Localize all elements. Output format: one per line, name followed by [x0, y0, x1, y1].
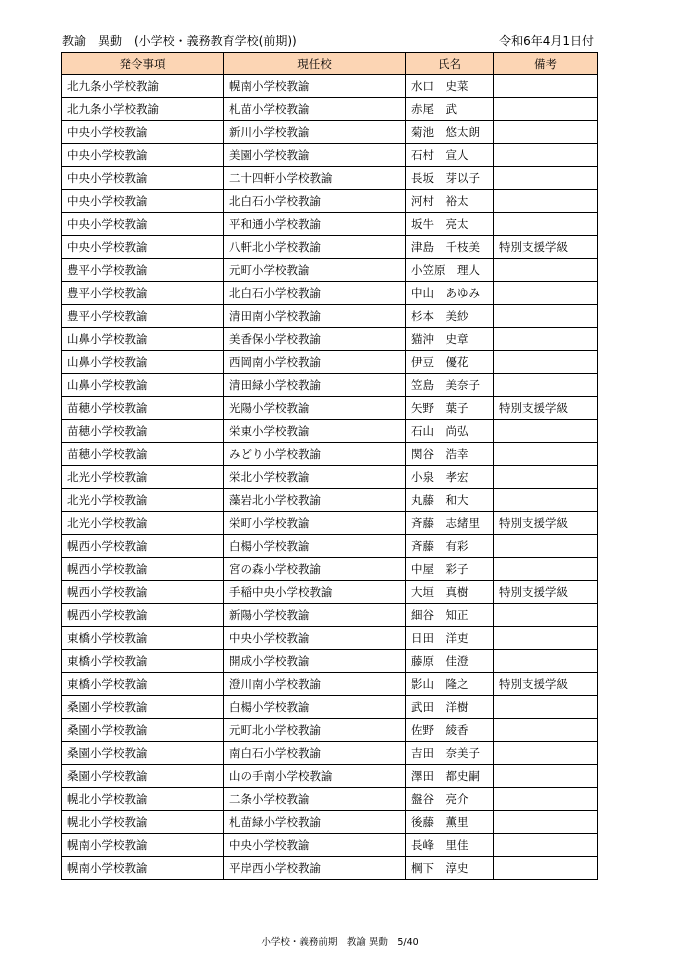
cell-current-school: 二条小学校教諭 [224, 788, 406, 811]
column-header-name: 氏名 [406, 53, 494, 75]
cell-current-school: 平和通小学校教諭 [224, 213, 406, 236]
cell-remarks [494, 328, 598, 351]
cell-remarks [494, 489, 598, 512]
table-row [62, 857, 598, 880]
cell-remarks [494, 98, 598, 121]
cell-name: 笠島 美奈子 [406, 374, 494, 397]
cell-name: 関谷 浩幸 [406, 443, 494, 466]
table-row [62, 351, 598, 374]
table-header-row [62, 53, 598, 75]
cell-appointment: 桑園小学校教諭 [62, 742, 224, 765]
cell-name: 武田 洋樹 [406, 696, 494, 719]
cell-current-school: 中央小学校教諭 [224, 627, 406, 650]
cell-remarks [494, 374, 598, 397]
cell-name: 石村 宣人 [406, 144, 494, 167]
cell-appointment: 豊平小学校教諭 [62, 305, 224, 328]
cell-current-school: 美香保小学校教諭 [224, 328, 406, 351]
cell-name: 吉田 奈美子 [406, 742, 494, 765]
cell-remarks [494, 650, 598, 673]
cell-current-school: 澄川南小学校教諭 [224, 673, 406, 696]
cell-appointment: 山鼻小学校教諭 [62, 328, 224, 351]
cell-current-school: 札苗緑小学校教諭 [224, 811, 406, 834]
page-footer: 小学校・義務前期 教諭 異動 5/40 [261, 937, 419, 948]
cell-remarks [494, 811, 598, 834]
cell-remarks [494, 75, 598, 98]
cell-appointment: 山鼻小学校教諭 [62, 351, 224, 374]
cell-current-school: 二十四軒小学校教諭 [224, 167, 406, 190]
cell-remarks: 特別支援学級 [494, 581, 598, 604]
cell-remarks [494, 282, 598, 305]
cell-current-school: 宮の森小学校教諭 [224, 558, 406, 581]
cell-name: 矢野 葉子 [406, 397, 494, 420]
cell-remarks [494, 420, 598, 443]
table-row [62, 604, 598, 627]
cell-name: 猫沖 史章 [406, 328, 494, 351]
cell-appointment: 桑園小学校教諭 [62, 696, 224, 719]
cell-remarks [494, 535, 598, 558]
cell-appointment: 北光小学校教諭 [62, 489, 224, 512]
table-row [62, 811, 598, 834]
cell-current-school: 山の手南小学校教諭 [224, 765, 406, 788]
cell-name: 石山 尚弘 [406, 420, 494, 443]
cell-remarks [494, 305, 598, 328]
cell-remarks [494, 190, 598, 213]
table-row [62, 581, 598, 604]
cell-appointment: 中央小学校教諭 [62, 236, 224, 259]
cell-name: 佐野 綾香 [406, 719, 494, 742]
cell-remarks [494, 765, 598, 788]
table-row [62, 742, 598, 765]
cell-current-school: 札苗小学校教諭 [224, 98, 406, 121]
cell-remarks [494, 167, 598, 190]
cell-appointment: 苗穂小学校教諭 [62, 443, 224, 466]
table-row [62, 213, 598, 236]
cell-name: 丸藤 和大 [406, 489, 494, 512]
cell-appointment: 幌西小学校教諭 [62, 558, 224, 581]
column-header-current-school: 現任校 [224, 53, 406, 75]
table-row [62, 627, 598, 650]
table-row [62, 328, 598, 351]
cell-name: 盤谷 亮介 [406, 788, 494, 811]
cell-remarks [494, 719, 598, 742]
cell-current-school: 栄北小学校教諭 [224, 466, 406, 489]
table-row [62, 489, 598, 512]
cell-name: 伊豆 優花 [406, 351, 494, 374]
table-row [62, 167, 598, 190]
cell-current-school: 幌南小学校教諭 [224, 75, 406, 98]
cell-remarks [494, 558, 598, 581]
cell-appointment: 豊平小学校教諭 [62, 259, 224, 282]
cell-remarks [494, 144, 598, 167]
cell-name: 長峰 里佳 [406, 834, 494, 857]
table-row [62, 834, 598, 857]
table-row [62, 282, 598, 305]
table-row [62, 673, 598, 696]
cell-appointment: 北光小学校教諭 [62, 512, 224, 535]
cell-current-school: 栄東小学校教諭 [224, 420, 406, 443]
cell-name: 中屋 彩子 [406, 558, 494, 581]
table-row [62, 788, 598, 811]
cell-name: 長坂 芽以子 [406, 167, 494, 190]
cell-current-school: 元町北小学校教諭 [224, 719, 406, 742]
cell-appointment: 東橋小学校教諭 [62, 627, 224, 650]
cell-remarks [494, 627, 598, 650]
cell-current-school: 平岸西小学校教諭 [224, 857, 406, 880]
transfer-table [61, 52, 598, 880]
table-row [62, 144, 598, 167]
table-row [62, 765, 598, 788]
cell-appointment: 中央小学校教諭 [62, 121, 224, 144]
cell-name: 河村 裕太 [406, 190, 494, 213]
cell-appointment: 北九条小学校教諭 [62, 75, 224, 98]
cell-appointment: 幌西小学校教諭 [62, 581, 224, 604]
table-row [62, 719, 598, 742]
cell-current-school: 栄町小学校教諭 [224, 512, 406, 535]
cell-appointment: 幌北小学校教諭 [62, 811, 224, 834]
cell-current-school: 北白石小学校教諭 [224, 282, 406, 305]
cell-current-school: みどり小学校教諭 [224, 443, 406, 466]
cell-current-school: 美園小学校教諭 [224, 144, 406, 167]
cell-appointment: 幌南小学校教諭 [62, 857, 224, 880]
cell-appointment: 苗穂小学校教諭 [62, 420, 224, 443]
table-row [62, 696, 598, 719]
cell-appointment: 幌西小学校教諭 [62, 535, 224, 558]
cell-current-school: 中央小学校教諭 [224, 834, 406, 857]
cell-remarks: 特別支援学級 [494, 673, 598, 696]
cell-name: 杉本 美紗 [406, 305, 494, 328]
cell-appointment: 中央小学校教諭 [62, 167, 224, 190]
issue-date: 令和6年4月1日付 [499, 34, 594, 48]
cell-name: 大垣 真樹 [406, 581, 494, 604]
table-row [62, 374, 598, 397]
cell-remarks [494, 443, 598, 466]
table-row [62, 121, 598, 144]
cell-name: 菊池 悠太朗 [406, 121, 494, 144]
cell-current-school: 南白石小学校教諭 [224, 742, 406, 765]
cell-name: 藤原 佳澄 [406, 650, 494, 673]
cell-appointment: 幌西小学校教諭 [62, 604, 224, 627]
cell-appointment: 北光小学校教諭 [62, 466, 224, 489]
cell-remarks [494, 351, 598, 374]
cell-appointment: 桑園小学校教諭 [62, 719, 224, 742]
cell-current-school: 西岡南小学校教諭 [224, 351, 406, 374]
cell-current-school: 藻岩北小学校教諭 [224, 489, 406, 512]
cell-remarks [494, 696, 598, 719]
cell-appointment: 山鼻小学校教諭 [62, 374, 224, 397]
table-row [62, 98, 598, 121]
column-header-appointment: 発令事項 [62, 53, 224, 75]
cell-remarks [494, 604, 598, 627]
cell-appointment: 北九条小学校教諭 [62, 98, 224, 121]
cell-current-school: 白楊小学校教諭 [224, 696, 406, 719]
cell-appointment: 東橋小学校教諭 [62, 673, 224, 696]
cell-name: 水口 史菜 [406, 75, 494, 98]
cell-appointment: 桑園小学校教諭 [62, 765, 224, 788]
cell-appointment: 中央小学校教諭 [62, 213, 224, 236]
cell-name: 赤尾 武 [406, 98, 494, 121]
table-row [62, 512, 598, 535]
cell-name: 坂牛 亮太 [406, 213, 494, 236]
cell-name: 中山 あゆみ [406, 282, 494, 305]
cell-current-school: 光陽小学校教諭 [224, 397, 406, 420]
cell-remarks [494, 788, 598, 811]
table-row [62, 420, 598, 443]
cell-current-school: 北白石小学校教諭 [224, 190, 406, 213]
cell-name: 澤田 都史嗣 [406, 765, 494, 788]
cell-name: 後藤 薫里 [406, 811, 494, 834]
table-row [62, 190, 598, 213]
table-row [62, 443, 598, 466]
cell-name: 斉藤 志緒里 [406, 512, 494, 535]
cell-name: 棡下 淳史 [406, 857, 494, 880]
cell-current-school: 八軒北小学校教諭 [224, 236, 406, 259]
table-row [62, 236, 598, 259]
cell-name: 斉藤 有彩 [406, 535, 494, 558]
cell-remarks [494, 834, 598, 857]
table-row [62, 558, 598, 581]
cell-current-school: 開成小学校教諭 [224, 650, 406, 673]
cell-remarks [494, 466, 598, 489]
cell-remarks [494, 857, 598, 880]
cell-appointment: 豊平小学校教諭 [62, 282, 224, 305]
cell-current-school: 白楊小学校教諭 [224, 535, 406, 558]
table-row [62, 75, 598, 98]
cell-remarks [494, 259, 598, 282]
cell-remarks [494, 213, 598, 236]
table-row [62, 535, 598, 558]
cell-appointment: 苗穂小学校教諭 [62, 397, 224, 420]
cell-appointment: 東橋小学校教諭 [62, 650, 224, 673]
cell-current-school: 清田緑小学校教諭 [224, 374, 406, 397]
cell-remarks [494, 121, 598, 144]
cell-appointment: 幌北小学校教諭 [62, 788, 224, 811]
cell-appointment: 中央小学校教諭 [62, 144, 224, 167]
cell-current-school: 元町小学校教諭 [224, 259, 406, 282]
cell-name: 影山 隆之 [406, 673, 494, 696]
table-row [62, 397, 598, 420]
cell-remarks: 特別支援学級 [494, 397, 598, 420]
document-title: 教諭 異動 (小学校・義務教育学校(前期)) [62, 34, 297, 48]
table-row [62, 650, 598, 673]
cell-name: 日田 洋吏 [406, 627, 494, 650]
column-header-remarks: 備考 [494, 53, 598, 75]
cell-current-school: 手稲中央小学校教諭 [224, 581, 406, 604]
cell-name: 津島 千枝美 [406, 236, 494, 259]
cell-name: 小笠原 理人 [406, 259, 494, 282]
cell-name: 細谷 知正 [406, 604, 494, 627]
cell-appointment: 中央小学校教諭 [62, 190, 224, 213]
table-row [62, 259, 598, 282]
table-row [62, 466, 598, 489]
table-row [62, 305, 598, 328]
cell-name: 小泉 孝宏 [406, 466, 494, 489]
cell-remarks: 特別支援学級 [494, 512, 598, 535]
cell-appointment: 幌南小学校教諭 [62, 834, 224, 857]
cell-remarks: 特別支援学級 [494, 236, 598, 259]
cell-current-school: 新川小学校教諭 [224, 121, 406, 144]
cell-current-school: 新陽小学校教諭 [224, 604, 406, 627]
cell-current-school: 清田南小学校教諭 [224, 305, 406, 328]
cell-remarks [494, 742, 598, 765]
